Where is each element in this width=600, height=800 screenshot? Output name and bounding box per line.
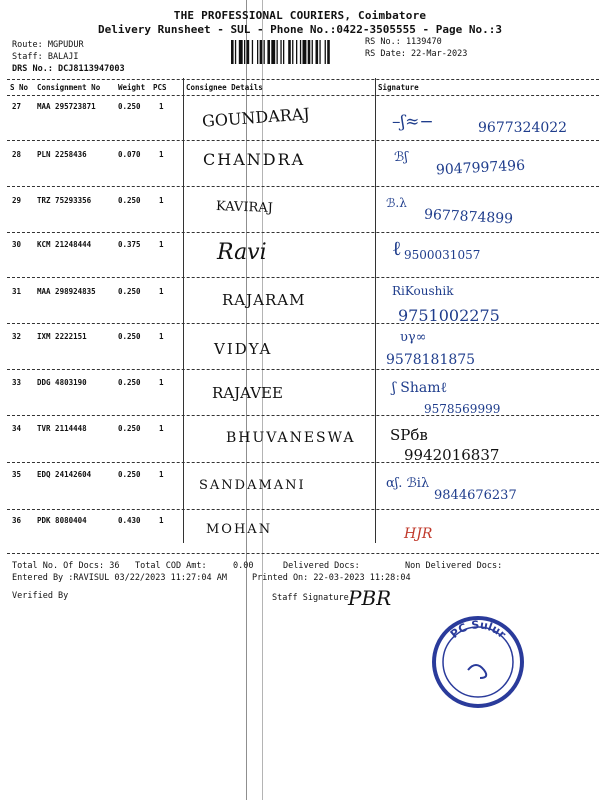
entered-by: Entered By :RAVISUL 03/22/2023 11:27:04 AM (12, 573, 227, 583)
table-header-rule (7, 95, 599, 96)
table-top-rule (7, 79, 599, 80)
row-signature: 9047997496 (435, 157, 526, 179)
company-title: THE PROFESSIONAL COURIERS, Coimbatore (173, 9, 427, 22)
col-header-weight: Weight (118, 83, 146, 92)
row-sno: 29 (12, 196, 22, 205)
row-signature: HJR (404, 526, 433, 542)
row-pcs: 1 (159, 332, 164, 341)
row-consignment: MAA 298924835 (37, 287, 96, 296)
row-pcs: 1 (159, 378, 164, 387)
staff-signature-label: Staff Signature (272, 593, 349, 603)
row-weight: 0.375 (118, 240, 141, 249)
row-weight: 0.070 (118, 150, 141, 159)
row-consignment: PDK 8080404 (37, 516, 87, 525)
total-cod-label: Total COD Amt: (135, 561, 207, 571)
row-sno: 36 (12, 516, 22, 525)
row-consignment: KCM 21248444 (37, 240, 92, 249)
row-signature: 9751002275 (398, 306, 500, 325)
column-divider-consignee (183, 78, 184, 543)
row-weight: 0.250 (118, 470, 141, 479)
barcode-image (231, 40, 361, 64)
row-weight: 0.430 (118, 516, 141, 525)
row-consignee: RAJAVEE (212, 384, 283, 402)
rs-date: RS Date: 22-Mar-2023 (365, 49, 468, 59)
office-stamp (428, 612, 528, 712)
row-consignee: Ravi (217, 240, 267, 265)
row-consignment: PLN 2258436 (37, 150, 87, 159)
row-divider (7, 186, 599, 187)
col-header-signature: Signature (378, 83, 419, 92)
row-pcs: 1 (159, 287, 164, 296)
signature-scrawl: ℓ (392, 236, 402, 260)
col-header-sno: S No (10, 83, 29, 92)
signature-scrawl: ℬ.λ (386, 196, 407, 210)
runsheet-subtitle: Delivery Runsheet - SUL - Phone No.:0422-3505555 - Page No.:3 (98, 23, 502, 36)
row-sno: 28 (12, 150, 22, 159)
row-sno: 33 (12, 378, 22, 387)
signature-scrawl: ʃ Shamℓ (392, 380, 448, 396)
row-sno: 32 (12, 332, 22, 341)
row-consignee: SANDAMANI (199, 478, 306, 493)
row-signature: 9844676237 (434, 488, 517, 503)
row-divider (7, 415, 599, 416)
row-pcs: 1 (159, 150, 164, 159)
row-divider (7, 277, 599, 278)
row-consignee: CHANDRA (203, 150, 306, 169)
row-consignment: IXM 2222151 (37, 332, 87, 341)
row-weight: 0.250 (118, 378, 141, 387)
row-consignment: MAA 295723871 (37, 102, 96, 111)
signature-scrawl: αʃ. ℬiλ (386, 476, 430, 491)
row-divider (7, 323, 599, 324)
row-sno: 31 (12, 287, 22, 296)
row-pcs: 1 (159, 470, 164, 479)
row-sno: 34 (12, 424, 22, 433)
signature-scrawl: RiKoushik (392, 284, 454, 298)
total-cod-value: 0.00 (233, 561, 254, 571)
table-bottom-rule (7, 553, 599, 554)
row-consignee: KAVIRAJ (215, 199, 274, 216)
row-consignee: BHUVANESWA (226, 430, 356, 446)
row-pcs: 1 (159, 102, 164, 111)
drs-number: DRS No.: DCJ8113947003 (12, 64, 125, 74)
signature-scrawl: υγ∞ (400, 330, 427, 345)
row-pcs: 1 (159, 424, 164, 433)
column-divider-signature (375, 78, 376, 543)
col-header-pcs: PCS (153, 83, 167, 92)
col-header-consignment: Consignment No (37, 83, 101, 92)
non-delivered-docs: Non Delivered Docs: (405, 561, 503, 571)
row-signature: 9578569999 (424, 402, 501, 416)
row-weight: 0.250 (118, 196, 141, 205)
signature-scrawl: ℬʃ (394, 150, 408, 165)
row-sno: 27 (12, 102, 22, 111)
signature-scrawl: SPбв (390, 426, 428, 444)
row-divider (7, 369, 599, 370)
row-signature: 9677874899 (423, 206, 514, 228)
verified-by: Verified By (12, 591, 69, 601)
row-consignee: VIDYA (214, 340, 273, 358)
stamp-text: PC Sulur (447, 618, 509, 641)
rs-number: RS No.: 1139470 (365, 37, 442, 47)
row-consignee: RAJARAM (222, 291, 306, 309)
row-consignment: EDQ 24142604 (37, 470, 92, 479)
row-weight: 0.250 (118, 424, 141, 433)
staff-signature: PBR (348, 586, 392, 610)
row-consignee: GOUNDARAJ (201, 104, 311, 131)
row-signature: 9942016837 (404, 446, 500, 464)
staff-label: Staff: BALAJI (12, 52, 79, 62)
delivered-docs: Delivered Docs: (283, 561, 360, 571)
row-pcs: 1 (159, 240, 164, 249)
row-consignment: TRZ 75293356 (37, 196, 92, 205)
route-label: Route: MGPUDUR (12, 40, 84, 50)
row-weight: 0.250 (118, 287, 141, 296)
row-weight: 0.250 (118, 102, 141, 111)
row-divider (7, 509, 599, 510)
row-consignment: DDG 4803190 (37, 378, 87, 387)
row-divider (7, 462, 599, 463)
row-sno: 30 (12, 240, 22, 249)
row-pcs: 1 (159, 196, 164, 205)
row-signature: 9578181875 (386, 352, 476, 368)
row-signature: 9677324022 (478, 120, 568, 136)
printed-on: Printed On: 22-03-2023 11:28:04 (252, 573, 411, 583)
row-weight: 0.250 (118, 332, 141, 341)
row-divider (7, 232, 599, 233)
row-divider (7, 140, 599, 141)
signature-scrawl: –ʃ≈− (392, 112, 434, 132)
row-consignment: TVR 2114448 (37, 424, 87, 433)
row-signature: 9500031057 (404, 248, 481, 262)
row-pcs: 1 (159, 516, 164, 525)
row-sno: 35 (12, 470, 22, 479)
row-consignee: MOHAN (206, 522, 273, 537)
total-docs: Total No. Of Docs: 36 (12, 561, 120, 571)
col-header-consignee: Consignee Details (186, 83, 263, 92)
